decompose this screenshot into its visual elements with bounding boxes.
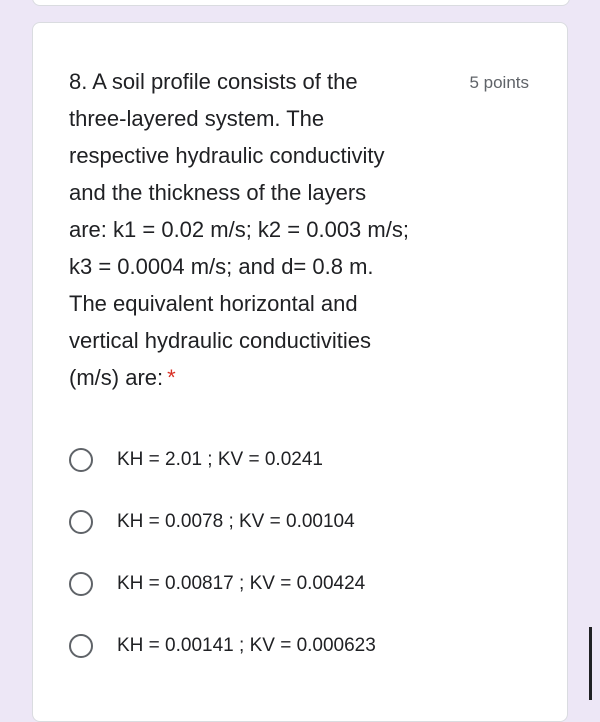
answer-options xyxy=(69,429,529,677)
option-3[interactable] xyxy=(69,553,529,615)
radio-button-icon[interactable] xyxy=(69,448,93,472)
points-label: 5 points xyxy=(469,73,529,92)
option-label: KH = 0.00817 ; KV = 0.00424 xyxy=(117,573,366,594)
option-2[interactable] xyxy=(69,491,529,553)
previous-question-card xyxy=(32,0,570,6)
radio-button-icon[interactable] xyxy=(69,510,93,534)
radio-button-icon[interactable] xyxy=(69,572,93,596)
required-asterisk: * xyxy=(167,365,176,390)
option-label: KH = 0.00141 ; KV = 0.000623 xyxy=(117,635,376,656)
question-title xyxy=(69,63,449,396)
scrollbar[interactable] xyxy=(589,627,592,700)
option-4[interactable] xyxy=(69,615,529,677)
question-text: 8. A soil profile consists of the three-layered system. The respective hydraulic conductivity and the thickness of the layers are: k1 = 0.02 m/s; k2 = 0.003 m/s; k3 = 0.0004 m/s; and d= 0.8 m. The equivalent horizontal and vertical hydraulic conductivities (m/s) are: xyxy=(69,69,409,390)
question-card xyxy=(32,22,568,722)
option-1[interactable] xyxy=(69,429,529,491)
radio-button-icon[interactable] xyxy=(69,634,93,658)
option-label: KH = 0.0078 ; KV = 0.00104 xyxy=(117,511,355,532)
option-label: KH = 2.01 ; KV = 0.0241 xyxy=(117,449,323,470)
